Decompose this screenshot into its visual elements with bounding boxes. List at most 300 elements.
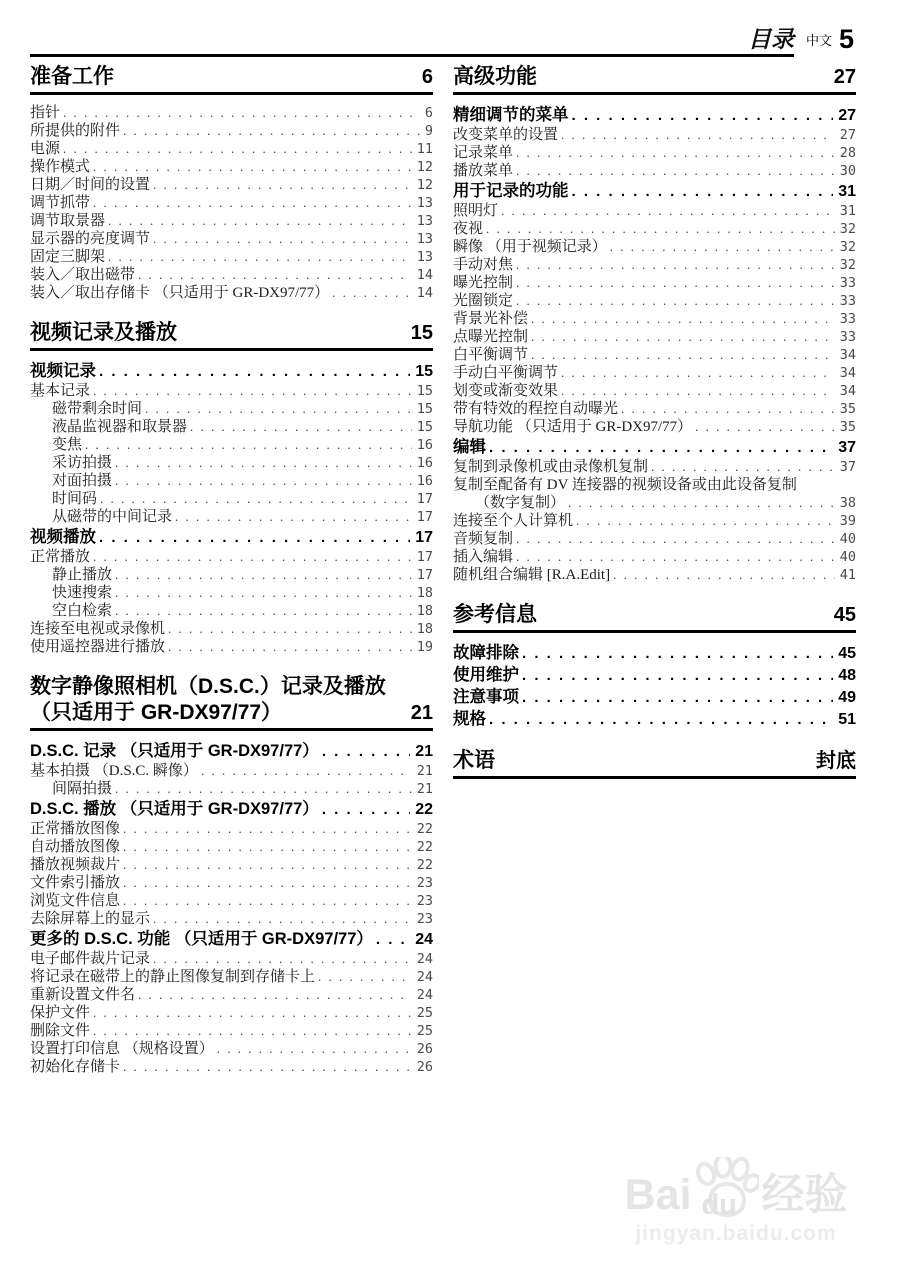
section-title: （只适用于 GR-DX97/77）: [30, 701, 283, 724]
section-entries: [30, 104, 433, 302]
entry-label: D.S.C. 播放 （只适用于 GR-DX97/77）: [30, 800, 319, 818]
toc-entry: [453, 104, 856, 126]
dot-leader: [568, 494, 835, 512]
toc-entry: [453, 458, 856, 476]
entry-page-number: 38: [839, 495, 856, 511]
toc-entry: [30, 360, 433, 382]
entry-label: 复制至配备有 DV 连接器的视频设备或由此设备复制: [453, 477, 797, 493]
dot-leader: [610, 238, 835, 256]
toc-entry: [453, 162, 856, 180]
dot-leader: [93, 548, 412, 566]
toc-entry: [30, 910, 433, 928]
toc-entry: [30, 762, 433, 780]
entry-label: 音频复制: [453, 531, 514, 547]
toc-section: [30, 64, 433, 302]
dot-leader: [123, 122, 420, 140]
toc-entry: [453, 238, 856, 256]
page-title: 目录: [748, 26, 794, 52]
toc-entry: [30, 122, 433, 140]
watermark-brand: [599, 1157, 873, 1221]
dot-leader: [123, 874, 412, 892]
dot-leader: [376, 929, 410, 951]
entry-label: 改变菜单的设置: [453, 127, 559, 143]
dot-leader: [123, 820, 412, 838]
entry-label: 连接至个人计算机: [453, 513, 574, 529]
section-entries: [453, 642, 856, 730]
dot-leader: [322, 799, 410, 821]
entry-page-number: 15: [415, 363, 433, 380]
toc-entry: [30, 230, 433, 248]
entry-page-number: 35: [839, 419, 856, 435]
entry-page-number: 6: [424, 105, 433, 121]
toc-entry: [30, 418, 433, 436]
entry-page-number: 28: [839, 145, 856, 161]
toc-section-header: [30, 674, 433, 731]
dot-leader: [613, 566, 835, 584]
entry-page-number: 27: [838, 107, 856, 124]
entry-label: 空白检索: [52, 603, 113, 619]
toc-entry: [453, 708, 856, 730]
dot-leader: [93, 158, 412, 176]
toc-entry: [453, 686, 856, 708]
toc-entry: [30, 968, 433, 986]
dot-leader: [489, 709, 833, 731]
toc-section: [453, 748, 856, 779]
dot-leader: [99, 527, 410, 549]
entry-page-number: 13: [416, 213, 433, 229]
entry-label: 视频记录: [30, 362, 96, 380]
entry-page-number: 41: [839, 567, 856, 583]
entry-label: 曝光控制: [453, 275, 514, 291]
toc-entry: [30, 284, 433, 302]
entry-label: 精细调节的菜单: [453, 106, 569, 124]
entry-label: 磁带剩余时间: [52, 401, 143, 417]
toc-column-right: [453, 64, 856, 1076]
section-title-line1: 数字静像照相机（D.S.C.）记录及播放: [30, 675, 386, 698]
toc-entry: [453, 364, 856, 382]
entry-page-number: 16: [416, 473, 433, 489]
dot-leader: [522, 643, 833, 665]
paw-icon: [693, 1157, 759, 1221]
entry-label: 所提供的附件: [30, 123, 121, 139]
entry-label: 播放菜单: [453, 163, 514, 179]
entry-label: 记录菜单: [453, 145, 514, 161]
toc-entry: [30, 780, 433, 798]
entry-page-number: 14: [416, 267, 433, 283]
entry-label: 规格: [453, 710, 486, 728]
dot-leader: [63, 140, 412, 158]
toc-entry: [30, 490, 433, 508]
toc-section: [453, 64, 856, 584]
entry-page-number: 31: [839, 203, 856, 219]
watermark-brand-cn: 经验: [761, 1171, 848, 1219]
toc-section-header: [30, 320, 433, 351]
entry-label: 光圈锁定: [453, 293, 514, 309]
toc-entry: [453, 144, 856, 162]
dot-leader: [516, 548, 835, 566]
entry-page-number: 17: [416, 567, 433, 583]
entry-page-number: 21: [416, 763, 433, 779]
dot-leader: [123, 856, 412, 874]
dot-leader: [115, 584, 412, 602]
section-page-number: 27: [833, 66, 856, 88]
entry-page-number: 17: [416, 509, 433, 525]
section-title: 高级功能: [453, 65, 537, 88]
toc-entry: [30, 950, 433, 968]
toc-section: [30, 674, 433, 1076]
entry-page-number: 14: [416, 285, 433, 301]
entry-page-number: 12: [416, 177, 433, 193]
toc-section-header: [453, 602, 856, 633]
entry-label: 使用遥控器进行播放: [30, 639, 166, 655]
dot-leader: [318, 968, 412, 986]
entry-label: 装入／取出磁带: [30, 267, 136, 283]
section-title: 参考信息: [453, 603, 537, 626]
entry-label: 显示器的亮度调节: [30, 231, 151, 247]
dot-leader: [516, 144, 835, 162]
section-page-number: 45: [833, 604, 856, 626]
entry-label: 电子邮件裁片记录: [30, 951, 151, 967]
toc-entry: [30, 266, 433, 284]
toc-entry: [30, 638, 433, 656]
toc-entry: [30, 986, 433, 1004]
section-entries: [453, 104, 856, 584]
entry-page-number: 26: [416, 1059, 433, 1075]
dot-leader: [572, 105, 834, 127]
toc-entry: [453, 418, 856, 436]
toc-entry: [453, 476, 856, 494]
dot-leader: [531, 310, 835, 328]
entry-label: 对面拍摄: [52, 473, 113, 489]
dot-leader: [145, 400, 412, 418]
entry-page-number: 13: [416, 231, 433, 247]
dot-leader: [516, 530, 835, 548]
entry-page-number: 34: [839, 347, 856, 363]
toc-section-header: [30, 64, 433, 95]
dot-leader: [93, 194, 412, 212]
entry-label: 点曝光控制: [453, 329, 529, 345]
entry-label: 从磁带的中间记录: [52, 509, 173, 525]
toc-section: [30, 320, 433, 656]
entry-page-number: 12: [416, 159, 433, 175]
dot-leader: [561, 364, 835, 382]
dot-leader: [153, 230, 412, 248]
language-label: 中文: [806, 33, 833, 48]
entry-label: 划变或渐变效果: [453, 383, 559, 399]
toc-entry: [453, 126, 856, 144]
toc-columns: [30, 64, 856, 1076]
entry-label: 导航功能 （只适用于 GR-DX97/77）: [453, 419, 693, 435]
dot-leader: [651, 458, 835, 476]
dot-leader: [561, 382, 835, 400]
dot-leader: [576, 512, 835, 530]
toc-entry: [30, 874, 433, 892]
toc-entry: [30, 798, 433, 820]
entry-label: 液晶监视器和取景器: [52, 419, 188, 435]
toc-entry: [453, 548, 856, 566]
toc-entry: [30, 740, 433, 762]
dot-leader: [516, 162, 835, 180]
dot-leader: [572, 181, 834, 203]
dot-leader: [168, 620, 412, 638]
toc-entry: [30, 1004, 433, 1022]
toc-entry: [453, 328, 856, 346]
toc-entry: [30, 526, 433, 548]
toc-entry: [453, 664, 856, 686]
entry-label: 手动对焦: [453, 257, 514, 273]
dot-leader: [153, 176, 412, 194]
toc-entry: [30, 436, 433, 454]
entry-page-number: 15: [416, 419, 433, 435]
toc-entry: [30, 508, 433, 526]
entry-page-number: 24: [416, 951, 433, 967]
header-rule: [30, 20, 794, 57]
toc-section-header: [453, 748, 856, 779]
toc-entry: [453, 180, 856, 202]
toc-entry: [30, 928, 433, 950]
entry-label: 指针: [30, 105, 61, 121]
entry-label: 更多的 D.S.C. 功能 （只适用于 GR-DX97/77）: [30, 930, 373, 948]
entry-label: 去除屏幕上的显示: [30, 911, 151, 927]
toc-entry: [30, 400, 433, 418]
section-page-number: 6: [421, 66, 433, 88]
dot-leader: [115, 566, 412, 584]
entry-page-number: 22: [415, 801, 433, 818]
entry-page-number: 18: [416, 603, 433, 619]
entry-page-number: 17: [416, 549, 433, 565]
entry-label: 故障排除: [453, 644, 519, 662]
dot-leader: [108, 248, 412, 266]
entry-page-number: 13: [416, 195, 433, 211]
dot-leader: [123, 838, 412, 856]
entry-label: D.S.C. 记录 （只适用于 GR-DX97/77）: [30, 742, 319, 760]
entry-label: 基本记录: [30, 383, 91, 399]
dot-leader: [99, 361, 410, 383]
entry-page-number: 33: [839, 329, 856, 345]
watermark-url: jingyan.baidu.com: [635, 1222, 837, 1245]
entry-label: 采访拍摄: [52, 455, 113, 471]
entry-label: 照明灯: [453, 203, 499, 219]
toc-entry: [30, 194, 433, 212]
dot-leader: [93, 1022, 412, 1040]
entry-label: 连接至电视或录像机: [30, 621, 166, 637]
toc-entry: [30, 856, 433, 874]
dot-leader: [85, 436, 412, 454]
toc-entry: [453, 436, 856, 458]
section-page-number: 封底: [816, 750, 856, 772]
entry-label: 播放视频裁片: [30, 857, 121, 873]
toc-entry: [453, 202, 856, 220]
entry-page-number: 35: [839, 401, 856, 417]
toc-entry: [30, 602, 433, 620]
entry-page-number: 33: [839, 311, 856, 327]
entry-label: 注意事项: [453, 688, 519, 706]
dot-leader: [100, 490, 412, 508]
entry-label: 视频播放: [30, 528, 96, 546]
entry-label: 正常播放图像: [30, 821, 121, 837]
toc-entry: [30, 176, 433, 194]
entry-label: 删除文件: [30, 1023, 91, 1039]
entry-label: 编辑: [453, 438, 486, 456]
entry-label: 固定三脚架: [30, 249, 106, 265]
dot-leader: [621, 400, 835, 418]
dot-leader: [516, 274, 835, 292]
entry-page-number: 23: [416, 875, 433, 891]
entry-label: 间隔拍摄: [52, 781, 113, 797]
entry-page-number: 34: [839, 383, 856, 399]
entry-page-number: 48: [838, 667, 856, 684]
entry-label: 带有特效的程控自动曝光: [453, 401, 619, 417]
dot-leader: [516, 292, 835, 310]
entry-page-number: 33: [839, 293, 856, 309]
section-page-number: 21: [410, 702, 433, 724]
entry-page-number: 21: [416, 781, 433, 797]
entry-page-number: 24: [416, 987, 433, 1003]
section-entries: [30, 360, 433, 656]
entry-label: 夜视: [453, 221, 484, 237]
entry-page-number: 15: [416, 383, 433, 399]
section-title-row: [30, 700, 433, 726]
entry-label: 设置打印信息 （规格设置）: [30, 1041, 214, 1057]
entry-page-number: 25: [416, 1023, 433, 1039]
entry-label: 复制到录像机或由录像机复制: [453, 459, 649, 475]
entry-label: 文件索引播放: [30, 875, 121, 891]
entry-label: 重新设置文件名: [30, 987, 136, 1003]
entry-label: 电源: [30, 141, 61, 157]
section-title-row: [30, 64, 433, 90]
dot-leader: [531, 346, 835, 364]
entry-label: 背景光补偿: [453, 311, 529, 327]
dot-leader: [522, 665, 833, 687]
toc-entry: [453, 400, 856, 418]
toc-entry: [30, 382, 433, 400]
entry-page-number: 24: [415, 931, 433, 948]
toc-entry: [30, 1040, 433, 1058]
section-title-row: [453, 748, 856, 774]
dot-leader: [138, 986, 412, 1004]
toc-entry: [30, 620, 433, 638]
entry-label: 使用维护: [453, 666, 519, 684]
toc-section: [453, 602, 856, 730]
dot-leader: [175, 508, 412, 526]
dot-leader: [486, 220, 835, 238]
entry-page-number: 17: [416, 491, 433, 507]
entry-page-number: 16: [416, 437, 433, 453]
dot-leader: [501, 202, 835, 220]
entry-page-number: 37: [839, 459, 856, 475]
watermark: [599, 1157, 873, 1246]
toc-entry: [30, 838, 433, 856]
dot-leader: [489, 437, 833, 459]
entry-label: 装入／取出存储卡 （只适用于 GR-DX97/77）: [30, 285, 330, 301]
section-title-row: [453, 602, 856, 628]
dot-leader: [695, 418, 835, 436]
dot-leader: [332, 284, 412, 302]
toc-entry: [30, 212, 433, 230]
entry-page-number: 26: [416, 1041, 433, 1057]
entry-label: 初始化存储卡: [30, 1059, 121, 1075]
entry-label: 瞬像 （用于视频记录）: [453, 239, 607, 255]
entry-page-number: 40: [839, 549, 856, 565]
entry-label: 变焦: [52, 437, 83, 453]
toc-entry: [30, 104, 433, 122]
toc-entry: [453, 642, 856, 664]
entry-page-number: 17: [415, 529, 433, 546]
entry-page-number: 18: [416, 585, 433, 601]
section-title: 术语: [453, 749, 495, 772]
entry-label: 正常播放: [30, 549, 91, 565]
toc-entry: [453, 512, 856, 530]
entry-label: 基本拍摄 （D.S.C. 瞬像）: [30, 763, 198, 779]
dot-leader: [115, 472, 412, 490]
toc-entry: [453, 494, 856, 512]
entry-label: （数字复制）: [475, 495, 566, 511]
toc-entry: [30, 548, 433, 566]
entry-page-number: 31: [838, 183, 856, 200]
toc-entry: [453, 256, 856, 274]
toc-entry: [453, 220, 856, 238]
dot-leader: [123, 892, 412, 910]
dot-leader: [63, 104, 420, 122]
watermark-brand-bai: Bai: [624, 1171, 692, 1219]
entry-label: 操作模式: [30, 159, 91, 175]
entry-label: 浏览文件信息: [30, 893, 121, 909]
dot-leader: [516, 256, 835, 274]
page-number: 5: [839, 24, 855, 54]
entry-label: 插入编辑: [453, 549, 514, 565]
toc-entry: [30, 454, 433, 472]
dot-leader: [190, 418, 412, 436]
section-title: 准备工作: [30, 65, 114, 88]
entry-label: 调节抓带: [30, 195, 91, 211]
entry-page-number: 11: [416, 141, 433, 157]
entry-page-number: 25: [416, 1005, 433, 1021]
toc-entry: [30, 566, 433, 584]
toc-entry: [453, 530, 856, 548]
entry-page-number: 37: [838, 439, 856, 456]
toc-entry: [30, 820, 433, 838]
section-title-row: [453, 64, 856, 90]
toc-entry: [30, 892, 433, 910]
toc-entry: [30, 1058, 433, 1076]
toc-entry: [453, 274, 856, 292]
entry-page-number: 51: [838, 711, 856, 728]
toc-section-header: [453, 64, 856, 95]
dot-leader: [561, 126, 835, 144]
entry-page-number: 24: [416, 969, 433, 985]
entry-page-number: 33: [839, 275, 856, 291]
dot-leader: [115, 602, 412, 620]
entry-page-number: 49: [838, 689, 856, 706]
entry-page-number: 27: [839, 127, 856, 143]
toc-entry: [453, 346, 856, 364]
toc-entry: [30, 1022, 433, 1040]
section-title-row: [30, 320, 433, 346]
page-corner: [806, 26, 868, 53]
dot-leader: [217, 1040, 412, 1058]
entry-page-number: 22: [416, 821, 433, 837]
section-entries: [30, 740, 433, 1076]
toc-entry: [30, 158, 433, 176]
entry-page-number: 15: [416, 401, 433, 417]
entry-page-number: 19: [416, 639, 433, 655]
watermark-brand-du: du: [701, 1189, 737, 1221]
toc-column-left: [30, 64, 433, 1076]
entry-page-number: 39: [839, 513, 856, 529]
dot-leader: [115, 780, 412, 798]
entry-page-number: 23: [416, 911, 433, 927]
entry-label: 用于记录的功能: [453, 182, 569, 200]
